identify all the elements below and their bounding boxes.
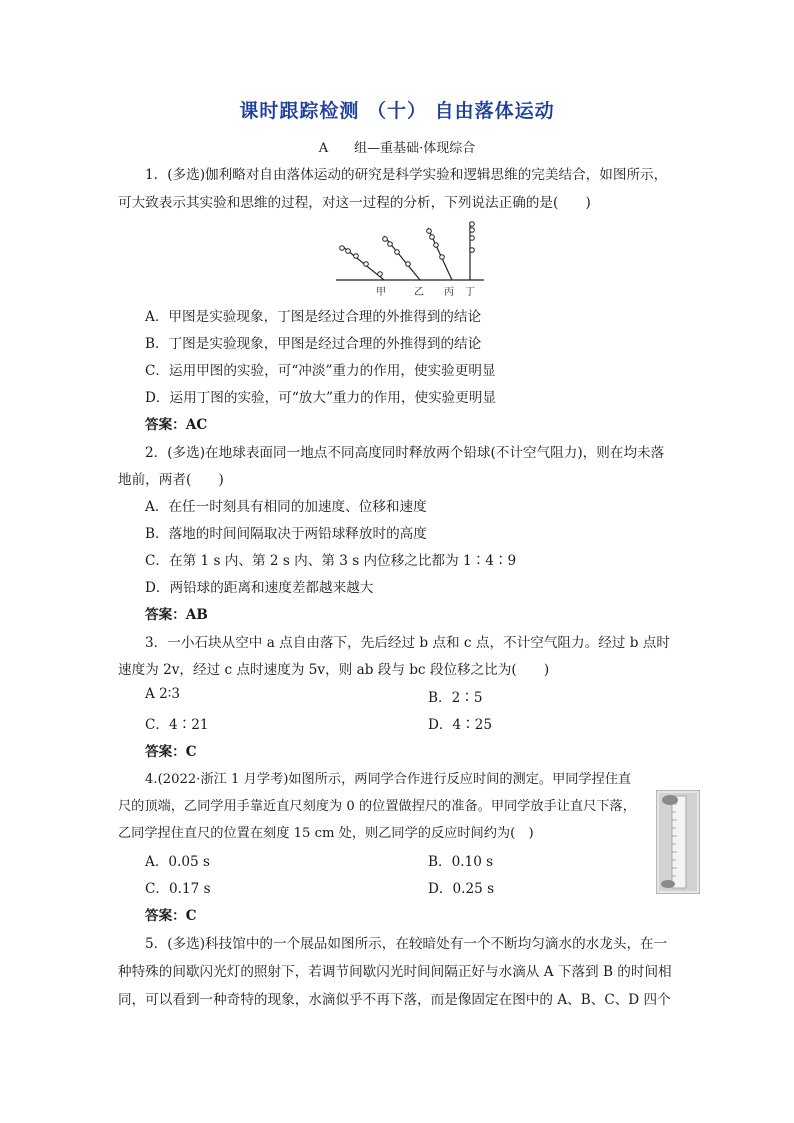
q1-option-a: A．甲图是实验现象，丁图是经过合理的外推得到的结论 <box>145 309 482 325</box>
label-ding: 丁 <box>465 287 475 298</box>
q1-stem-line1: 1．(多选)伽利略对自由落体运动的研究是科学实验和逻辑思维的完美结合，如图所示， <box>145 167 668 183</box>
label-yi: 乙 <box>414 287 424 298</box>
q4-option-d: D．0.25 s <box>428 881 495 897</box>
q1-option-d: D．运用丁图的实验，可“放大”重力的作用，使实验更明显 <box>145 390 497 406</box>
q1-stem-line2: 可大致表示其实验和思维的过程，对这一过程的分析，下列说法正确的是( ) <box>118 195 591 211</box>
q4-option-a: A．0.05 s <box>145 854 210 870</box>
label-bing: 丙 <box>444 287 454 298</box>
q2-stem-line1: 2．(多选)在地球表面同一地点不同高度同时释放两个铅球(不计空气阻力)，则在均未落 <box>145 445 665 461</box>
q1-option-c: C．运用甲图的实验，可“冲淡”重力的作用，使实验更明显 <box>145 363 496 379</box>
q2-option-d: D．两铅球的距离和速度差都越来越大 <box>145 580 374 596</box>
q2-option-a: A．在任一时刻具有相同的加速度、位移和速度 <box>145 499 427 515</box>
q4-option-b: B．0.10 s <box>428 854 494 870</box>
page-title: 课时跟踪检测 （十） 自由落体运动 <box>239 100 555 122</box>
q4-stem-line2: 尺的顶端，乙同学用手靠近直尺刻度为 0 的位置做捏尺的准备。甲同学放手让直尺下落， <box>118 799 636 814</box>
ruler <box>672 796 686 888</box>
ball-positions <box>340 222 475 277</box>
q3-option-c: C．4∶21 <box>145 717 209 733</box>
q1-option-b: B．丁图是实验现象，甲图是经过合理的外推得到的结论 <box>145 336 482 352</box>
q4-stem-line3: 乙同学捏住直尺的位置在刻度 15 cm 处，则乙同学的反应时间约为( ) <box>118 826 534 841</box>
q3-answer: 答案：C <box>145 744 197 760</box>
q2-option-c: C．在第 1 s 内、第 2 s 内、第 3 s 内位移之比都为 1∶4∶9 <box>145 553 517 569</box>
q3-stem-line1: 3．一小石块从空中 a 点自由落下，先后经过 b 点和 c 点，不计空气阻力。经过 b 点时 <box>145 635 670 651</box>
q4-answer: 答案：C <box>145 908 197 924</box>
q4-stem-line1: 4.(2022·浙江 1 月学考)如图所示，两同学合作进行反应时间的测定。甲同学捏住直 <box>145 772 632 787</box>
incline-experiment-figure <box>330 218 490 300</box>
q1-answer: 答案：AC <box>145 417 208 433</box>
section-heading: A 组—重基础·体现综合 <box>318 141 476 156</box>
q2-option-b: B．落地的时间间隔取决于两铅球释放时的高度 <box>145 526 427 542</box>
q2-answer: 答案：AB <box>145 607 208 623</box>
q5-stem-line2: 种特殊的间歇闪光灯的照射下，若调节间歇闪光时间间隔正好与水滴从 A 下落到 B 的时间相 <box>118 964 672 980</box>
q3-option-b: B．2∶5 <box>428 690 483 706</box>
q3-option-d: D．4∶25 <box>428 717 493 733</box>
q3-stem-line2: 速度为 2v，经过 c 点时速度为 5v，则 ab 段与 bc 段位移之比为( ) <box>118 662 550 678</box>
q2-stem-line2: 地前，两者( ) <box>118 472 224 488</box>
q5-stem-line3: 同，可以看到一种奇特的现象，水滴似乎不再下落，而是像固定在图中的 A、B、C、D 四个 <box>118 992 671 1008</box>
q3-option-a: A 2∶3 <box>145 686 180 702</box>
ruler-photo <box>656 790 700 894</box>
upper-hand <box>662 795 678 805</box>
q4-option-c: C．0.17 s <box>145 881 211 897</box>
q5-stem-line1: 5．(多选)科技馆中的一个展品如图所示，在较暗处有一个不断均匀滴水的水龙头，在一 <box>145 936 668 952</box>
label-jia: 甲 <box>376 287 386 298</box>
lower-hand <box>661 880 675 888</box>
